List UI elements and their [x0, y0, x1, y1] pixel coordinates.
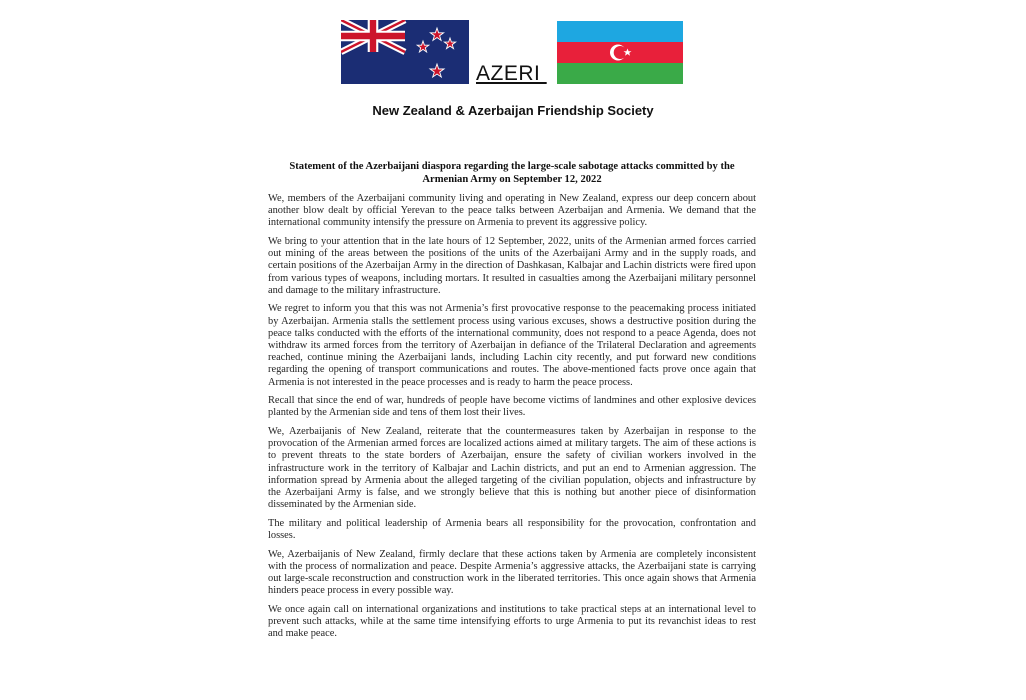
statement-paragraph: We, members of the Azerbaijani community living and operating in New Zealand, express our deep concern about another blow dealt by official Yerevan to the peace talks between Azerbaijan and Armenia. We demand that the international community intensify the pressure on Armenia to prevent its aggressive policy.	[268, 193, 756, 229]
statement-paragraph: We regret to inform you that this was not Armenia’s first provocative response to the peacemaking process initiated by Azerbaijan. Armenia stalls the settlement process using various excuses, shows a destructive position during the peace talks conducted with the efforts of the international community, does not respond to a peace Agenda, does not withdraw its armed forces from the territory of Azerbaijan in defiance of the Trilateral Declaration and agreements reached, continue mining the Azerbaijani lands, including Lachin city recently, and put forward new conditions regarding the opening of transport communications and routes. The above-mentioned facts prove once again that Armenia is not interested in the peace processes and is ready to harm the peace process.	[268, 303, 756, 388]
statement-paragraph: The military and political leadership of Armenia bears all responsibility for the provocation, confrontation and losses.	[268, 517, 756, 542]
new-zealand-flag-icon	[341, 20, 469, 84]
statement-paragraph: We, Azerbaijanis of New Zealand, firmly declare that these actions taken by Armenia are completely inconsistent with the process of normalization and peace. Despite Armenia’s aggressive attacks, the Azerbaijani state is carrying out large-scale reconstruction and construction work in the liberated territories. This once again shows that Armenia hinders peace process in every possible way.	[268, 548, 756, 597]
statement-paragraph: Recall that since the end of war, hundreds of people have become victims of landmines and other explosive devices planted by the Armenian side and tens of them lost their lives.	[268, 395, 756, 419]
statement-paragraph: We, Azerbaijanis of New Zealand, reiterate that the countermeasures taken by Azerbaijan in response to the provocation of the Armenian armed forces are localized actions aimed at military targets. The aim of these actions is to prevent threats to the state borders of Azerbaijan, ensure the safety of civilian workers involved in the infrastructure work in the territory of Kalbajar and Lachin districts, and put an end to Armenian aggression. The information spread by Armenia about the alleged targeting of the civilian population, objects and infrastructure by the Azerbaijani Army is false, and we strongly believe that this is nothing but another piece of disinformation disseminated by the Armenian side.	[268, 426, 756, 511]
statement-paragraph: We once again call on international organizations and institutions to take practical steps at an international level to prevent such attacks, while at the same time intensifying efforts to urge Armenia to put its revanchist ideas to rest and make peace.	[268, 603, 756, 640]
azerbaijan-flag-icon	[557, 21, 683, 84]
statement-document	[268, 160, 756, 647]
society-name: New Zealand & Azerbaijan Friendship Society	[372, 103, 654, 118]
statement-title: Statement of the Azerbaijani diaspora regarding the large-scale sabotage attacks committed by the Armenian Army on September 12, 2022	[289, 161, 735, 185]
statement-paragraph: We bring to your attention that in the late hours of 12 September, 2022, units of the Armenian armed forces carried out mining of the areas between the positions of the units of the Azerbaijani Army and in the supply roads, and certain positions of the Azerbaijan Army in the direction of Dashkasan, Kalbajar and Lachin districts were fired upon from various types of weapons, including mortars. It resulted in casualties among the Azerbaijani military personnel and damage to the military infrastructure.	[268, 236, 756, 296]
azeri-wordmark: AZERI	[476, 62, 547, 85]
